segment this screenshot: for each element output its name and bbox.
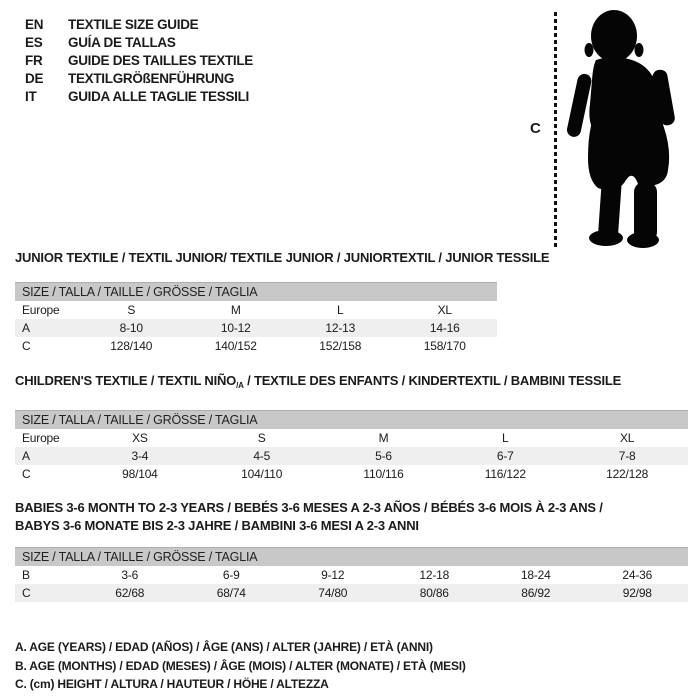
- height-cell: 86/92: [521, 586, 551, 600]
- row-label: C: [22, 339, 31, 353]
- height-cell: 122/128: [606, 467, 649, 481]
- size-cell: L: [502, 431, 509, 445]
- table-row-height: [15, 337, 497, 355]
- height-cell: 128/140: [110, 339, 153, 353]
- lang-title-it: GUIDA ALLE TAGLIE TESSILI: [68, 89, 249, 104]
- junior-section-title: JUNIOR TEXTILE / TEXTIL JUNIOR/ TEXTILE JUNIOR / JUNIORTEXTIL / JUNIOR TESSILE: [15, 250, 550, 265]
- height-cell: 74/80: [318, 586, 348, 600]
- toddler-silhouette-icon: [564, 8, 698, 248]
- lang-code-es: ES: [25, 35, 43, 50]
- row-label: Europe: [22, 431, 60, 445]
- age-cell: 12-13: [325, 321, 356, 335]
- height-dashed-line: [554, 12, 557, 248]
- height-cell: 152/158: [319, 339, 362, 353]
- babies-section-title: [15, 499, 688, 535]
- lang-code-de: DE: [25, 71, 44, 86]
- row-label: C: [22, 586, 31, 600]
- lang-code-fr: FR: [25, 53, 43, 68]
- lang-title-en: TEXTILE SIZE GUIDE: [68, 17, 199, 32]
- months-cell: 12-18: [419, 568, 450, 582]
- lang-title-fr: GUIDE DES TAILLES TEXTILE: [68, 53, 254, 68]
- age-cell: 7-8: [618, 449, 636, 463]
- table-row-months: [15, 566, 688, 584]
- lang-row-fr: [25, 52, 253, 70]
- age-cell: 3-4: [131, 449, 149, 463]
- months-cell: 9-12: [321, 568, 345, 582]
- babies-size-table: [15, 547, 688, 602]
- measure-c-label: C: [530, 120, 541, 137]
- age-cell: 8-10: [119, 321, 143, 335]
- size-cell: L: [337, 303, 344, 317]
- table-row-europe: [15, 429, 688, 447]
- lang-row-es: [25, 34, 253, 52]
- row-label: B: [22, 568, 30, 582]
- size-header-bar: SIZE / TALLA / TAILLE / GRÖSSE / TAGLIA: [15, 547, 688, 566]
- legend-age-years: A. AGE (YEARS) / EDAD (AÑOS) / ÂGE (ANS) / ALTER (JAHRE) / ETÀ (ANNI): [15, 640, 433, 654]
- age-cell: 14-16: [429, 321, 460, 335]
- babies-title-line1: BABIES 3-6 MONTH TO 2-3 YEARS / BEBÉS 3-6 MESES A 2-3 AÑOS / BÉBÉS 3-6 MOIS À 2-3 ANS /: [15, 500, 603, 515]
- height-cell: 80/86: [419, 586, 449, 600]
- height-cell: 62/68: [115, 586, 145, 600]
- height-measure-figure: [528, 8, 698, 250]
- height-cell: 68/74: [216, 586, 246, 600]
- months-cell: 18-24: [520, 568, 551, 582]
- height-cell: 104/110: [241, 467, 283, 481]
- row-label: Europe: [22, 303, 60, 317]
- table-row-height: [15, 584, 688, 602]
- age-cell: 10-12: [220, 321, 251, 335]
- age-cell: 6-7: [496, 449, 514, 463]
- size-cell: S: [257, 431, 266, 445]
- table-row-europe: [15, 301, 497, 319]
- junior-size-table: [15, 282, 497, 355]
- size-header-bar: SIZE / TALLA / TAILLE / GRÖSSE / TAGLIA: [15, 282, 497, 301]
- children-title-part1: CHILDREN'S TEXTILE / TEXTIL NIÑO: [15, 373, 237, 388]
- table-row-age: [15, 447, 688, 465]
- size-cell: XL: [437, 303, 452, 317]
- months-cell: 3-6: [121, 568, 139, 582]
- row-label: C: [22, 467, 31, 481]
- age-cell: 5-6: [375, 449, 392, 463]
- lang-title-de: TEXTILGRÖßENFÜHRUNG: [68, 71, 235, 86]
- age-cell: 4-5: [253, 449, 271, 463]
- row-label: A: [22, 321, 30, 335]
- lang-row-it: [25, 88, 253, 106]
- babies-title-line2: BABYS 3-6 MONATE BIS 2-3 JAHRE / BAMBINI 3-6 MESI A 2-3 ANNI: [15, 518, 419, 533]
- height-cell: 158/170: [423, 339, 466, 353]
- lang-title-es: GUÍA DE TALLAS: [68, 35, 176, 50]
- children-section-title: [15, 373, 688, 393]
- size-tables-content: [15, 250, 688, 694]
- legend-age-months: B. AGE (MONTHS) / EDAD (MESES) / ÂGE (MOIS) / ALTER (MONATE) / ETÀ (MESI): [15, 658, 466, 673]
- table-row-age: [15, 319, 497, 337]
- table-row-height: [15, 465, 688, 483]
- size-cell: M: [378, 431, 389, 445]
- months-cell: 6-9: [222, 568, 240, 582]
- height-cell: 92/98: [622, 586, 652, 600]
- size-cell: M: [230, 303, 241, 317]
- row-label: A: [22, 449, 30, 463]
- legend-height-cm: C. (cm) HEIGHT / ALTURA / HAUTEUR / HÖHE / ALTEZZA: [15, 677, 329, 691]
- lang-code-en: EN: [25, 17, 44, 32]
- size-cell: XS: [132, 431, 148, 445]
- children-title-subscript: /A: [236, 381, 244, 390]
- lang-row-en: [25, 16, 253, 34]
- language-title-list: [25, 16, 253, 106]
- height-cell: 110/116: [363, 467, 404, 481]
- height-cell: 98/104: [122, 467, 158, 481]
- height-cell: 140/152: [214, 339, 257, 353]
- lang-code-it: IT: [25, 89, 37, 104]
- measurement-legend: [15, 638, 688, 694]
- size-header-bar: SIZE / TALLA / TAILLE / GRÖSSE / TAGLIA: [15, 410, 688, 429]
- size-cell: XL: [619, 431, 635, 445]
- size-cell: S: [127, 303, 136, 317]
- children-size-table: [15, 410, 688, 483]
- months-cell: 24-36: [622, 568, 653, 582]
- height-cell: 116/122: [484, 467, 526, 481]
- lang-row-de: [25, 70, 253, 88]
- children-title-part2: / TEXTILE DES ENFANTS / KINDERTEXTIL / BAMBINI TESSILE: [243, 373, 622, 388]
